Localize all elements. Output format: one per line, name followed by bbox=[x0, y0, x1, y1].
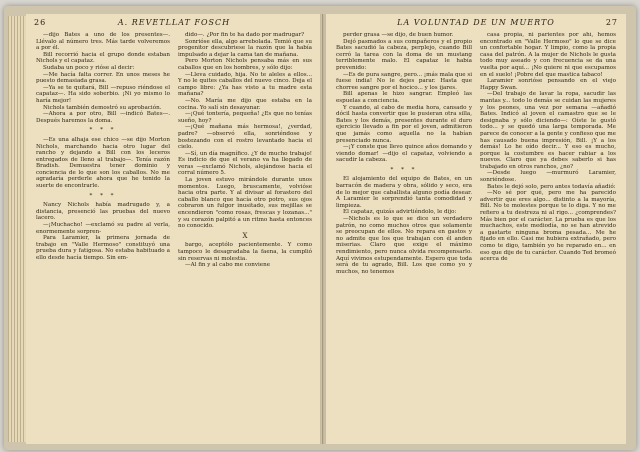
paragraph: Bill apenas le hizo sangrar. Empleó las espuelas a conciencia. bbox=[336, 91, 472, 104]
paragraph: El alojamiento del equipo de Bates, en un barracón de madera y obra, sólido y seco, era de lo mejor que caballista alguno podía desear. A Laramier le sorprendió tanta comodidad y limpieza. bbox=[336, 176, 472, 209]
paragraph: —Lleva cuidado, hija. No te aleles a ellos... Y no le quites caballos del nuevo cinco. Deja el campo libre: ¿Ya has visto a tu madre esta mañana? bbox=[178, 71, 312, 98]
left-page bbox=[26, 14, 323, 444]
paragraph: —Nichols es lo que se dice un verdadero patrón, no como muchos otros que solamente se preocupan de ellos. No repara en gastos y no admite que los que trabajan con él anden miserias. Claro que exige el máximo rendimiento, pero nunca olvida recompensarlo. Aquí vivimos estupendamente. Espero que toda será de tu agrado, Bill. Los que como yo y muchos, no tenemos bbox=[336, 216, 472, 275]
right-column-1 bbox=[336, 32, 472, 438]
paragraph: Sudaba un poco y rióse al decir: bbox=[43, 64, 135, 71]
paragraph: La joven estuvo mirándole durante unos momentos. Luego, bruscamente, volvióse hacia otra parte. Y al divisar al forastero del caballo blanco que hacía otro potro, sus ojos cobraron un fulgor inusitado, sus mejillas se encendieron "como rosas, frescas y lozanas..." y su corazón palpitó a un ritmo hasta entonces no conocido. bbox=[178, 177, 312, 230]
paragraph: —Desde luego —murmuró Laramier, sonriéndose. bbox=[480, 170, 616, 184]
paragraph: —¡Qué tontería, pequeña! ¿Es que no tenías sueño, hoy? bbox=[178, 111, 312, 124]
section-break: * * * bbox=[89, 127, 117, 134]
left-page-number: 26 bbox=[34, 18, 47, 27]
chapter-number: X bbox=[242, 231, 248, 240]
paragraph: —Al fin y al cabo me conviene bbox=[185, 262, 271, 269]
right-running-head: LA VOLUNTAD DE UN MUERTO bbox=[397, 18, 555, 27]
open-book bbox=[4, 6, 636, 450]
paragraph: Para Laramier, la primera jornada de trabajo en "Valle Hermoso" constituyó una prueba dura y fatigosa. No estaba habituado a ello desde hacía tiempo. Sin em- bbox=[36, 235, 170, 261]
right-page-header bbox=[334, 18, 618, 30]
left-running-head: A. REVETLLAT FOSCH bbox=[117, 18, 231, 27]
paragraph: El capataz, quizás advirtiéndolo, le dijo: bbox=[343, 209, 457, 216]
paragraph: —¡Qué mañana más hermosa!, ¿verdad, padre? —observó ella, sonriéndose y bostezando con el rostro levantado hacia el cielo. bbox=[178, 124, 312, 151]
paragraph: Laramier sonrióse pensando en el viejo Happy Swan. bbox=[480, 78, 616, 91]
paragraph: —Ya se te quitará, Bill —repuso riéndose el capataz—. Ha sido soberbio. ¡Ni yo mismo lo haría mejor! bbox=[36, 84, 170, 104]
left-column-1 bbox=[36, 32, 170, 438]
paragraph: —Me hacía falta correr. En unos meses he puesto demasiada grasa. bbox=[36, 71, 170, 85]
paragraph: Y cuando, al cabo de media hora, cansado y dócil hasta convertir que le pusieran otra silla, Bates y los demás, presentes durante el duro ejercicio llevado a fin por el joven, admitieron que jamás como aquella no la habían presenciado nunca. bbox=[336, 104, 472, 144]
paragraph: —No sé por qué, pero me ha parecido advertir que eres algo... distinto a la mayoría, Bill. No te molestes porque te lo diga. Y no me refiero a tu destreza ni al rigo... ¿comprendes? Más bien por el carácter. La prueba es que los muchachos, este mediodía, no se han atrevido a gastarte ninguna broma pesada... Me he fijado en ello. Casi me hubiera extrañado, pero como te digo, también yo he reparado en... en eso que dije de tu carácter. Cuando Ted bromeó acerca de bbox=[480, 190, 616, 263]
paragraph: Bates le dejó solo, pero antes todavía añadió: bbox=[487, 183, 616, 190]
paragraph: perder grasa —se dijo, de buen humor. bbox=[343, 32, 454, 38]
left-page-header bbox=[34, 18, 314, 30]
paragraph: —¡Muchacho! —exclamó su padre al verla, enormemente sorpren- bbox=[36, 222, 170, 235]
right-page bbox=[326, 14, 626, 444]
paragraph: Pero Morton Nichols pensaba más en sus caballos que en los hombres, y sólo dijo: bbox=[178, 58, 312, 71]
paragraph: —Es de pura sangre, pero... ¡más mala que si fuese india! No le dejes parar. Hasta que chorree sangre por el hocico... y los ijares. bbox=[336, 71, 472, 91]
paragraph: Nancy Nichols había madrugado y, a distancia, presenció las pruebas del nuevo lacero. bbox=[36, 202, 170, 222]
paragraph: —Del trabajo de lavar la ropa, sacudir las mantas y... todo lo demás se cuidan las mujeres y los peones, una vez por semana —añadió Bates. Indicó al joven el camastro que se le designaba y sólo diciendo—: Oíste le gustó todo... y se quedó una larga temporada. Me parece de conocer a la gente y confieso que me has causado buena impresión, Bill. ¡Y a los demás! Lo he oído decir... Y eso es mucho, porque la costumbre es hacer rabiar a los nuevos. Claro que ya debes saberlo si has trabajado en otros ranchos, ¿no? bbox=[480, 91, 616, 170]
page-edges bbox=[8, 16, 26, 442]
paragraph: —No. María me dijo que estaba en la cocina. Yo salí sin desayunar. bbox=[178, 97, 312, 111]
left-column-2 bbox=[178, 32, 312, 438]
section-break: * * * bbox=[390, 166, 418, 173]
paragraph: casa propia, ni parientes por ahí, hemos encontrado en "Valle Hermoso" lo que se dice un confortable hogar. Y limpio, como la propia casa del patrón. A la mujer de Nichols le gusta todo muy aseado y con frecuencia se da una vuelta por aquí... ¡No quiere ni que escupamos en el suelo! ¡Pobre del que mastica tabaco! bbox=[480, 32, 616, 78]
paragraph: dido—. ¿Por fin te ha dado por madrugar? bbox=[185, 32, 305, 38]
section-break: * * * bbox=[89, 192, 117, 199]
paragraph: bargo, aceptólo pacientemente. Y como tampoco le desagradaba la faena, la cumplió sin reservas ni molestia. bbox=[178, 242, 312, 262]
paragraph: —¡Y conste que llevo quince años domando y viendo domar! —dijo el capataz, volviendo a sacudir la cabeza. bbox=[336, 144, 472, 164]
paragraph: —Sí, un día magnífico. ¿Y de mucho trabajo! Es indicio de que el verano va ha llegado de veras —exclamó Nichols, alejándose hacia el corral número 5. bbox=[178, 150, 312, 177]
paragraph: Dejó pasmados a sus compañeros y el propio Bates sacudió la cabeza, perplejo, cuando Bill cerró la tarea con la doma de un mustang terriblemente malo. El capataz le había prevenido: bbox=[336, 38, 472, 71]
paragraph: —Ahora a por otro, Bill —indicó Bates—. Después haremos la doma. bbox=[36, 111, 170, 124]
right-column-2 bbox=[480, 32, 616, 438]
paragraph: Nichols también demostró su aprobación. bbox=[43, 104, 162, 111]
right-page-number: 27 bbox=[605, 18, 618, 27]
paragraph: —Es una alhaja ese chico —se dijo Morton Nichols, marchando hacia otro lugar del rancho y dejando a Bill con los leceros entregados de lleno al trabajo—. Tenía razón Bradish. Demuestra tener dominio y conciencia de lo que son los caballos. No me agradaría perderle ahora que he tenido la suerte de encontrarle. bbox=[36, 136, 170, 190]
paragraph: Bill recorrió hacia el grupo donde estaban Nichols y el capataz. bbox=[36, 51, 170, 65]
paragraph: Sonrióse ella, algo arrebolada. Temió que su progenitor descubriese la razón que la había impulsado a dejar la cama tan de mañana. bbox=[178, 38, 312, 58]
paragraph: —dijo Bates a uno de los presentes—. Llévalo al número tres. Más tarde volveremos a por él. bbox=[36, 32, 170, 52]
